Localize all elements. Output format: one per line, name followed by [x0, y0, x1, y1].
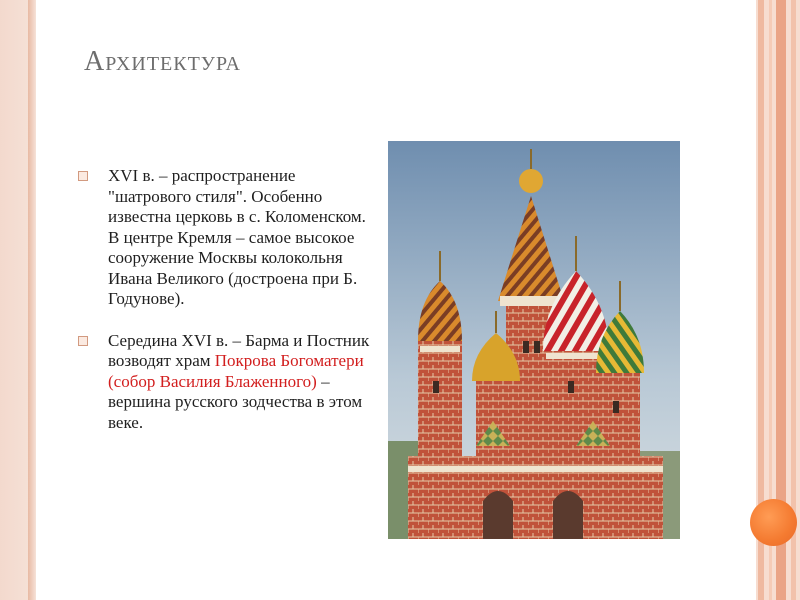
bullet-text: XVI в. – распространение "шатрового стиля". Особенно известна церковь в с. Коломенском. В центре Кремля – самое высокое сооружение Москвы колокольня Ивана Великого (достроена при Б. Годунове). [108, 166, 366, 308]
cathedral-photo [388, 141, 680, 539]
bullet-marker-icon [78, 171, 88, 181]
decorative-orb [750, 499, 797, 546]
bullet-item [78, 331, 378, 434]
bullet-text: Середина XVI в. – Барма и Постник возводят храм [108, 330, 370, 370]
bullet-text: – вершина русского зодчества в этом веке. [108, 371, 363, 432]
slide [36, 0, 756, 600]
bullet-item [78, 166, 378, 310]
bullet-marker-icon [78, 336, 88, 346]
highlighted-text: Покрова Богоматери (собор Василия Блаженного) [108, 351, 364, 391]
slide-title: Архитектура [84, 46, 241, 77]
bullet-list [78, 166, 378, 433]
left-frame-border [0, 0, 36, 600]
